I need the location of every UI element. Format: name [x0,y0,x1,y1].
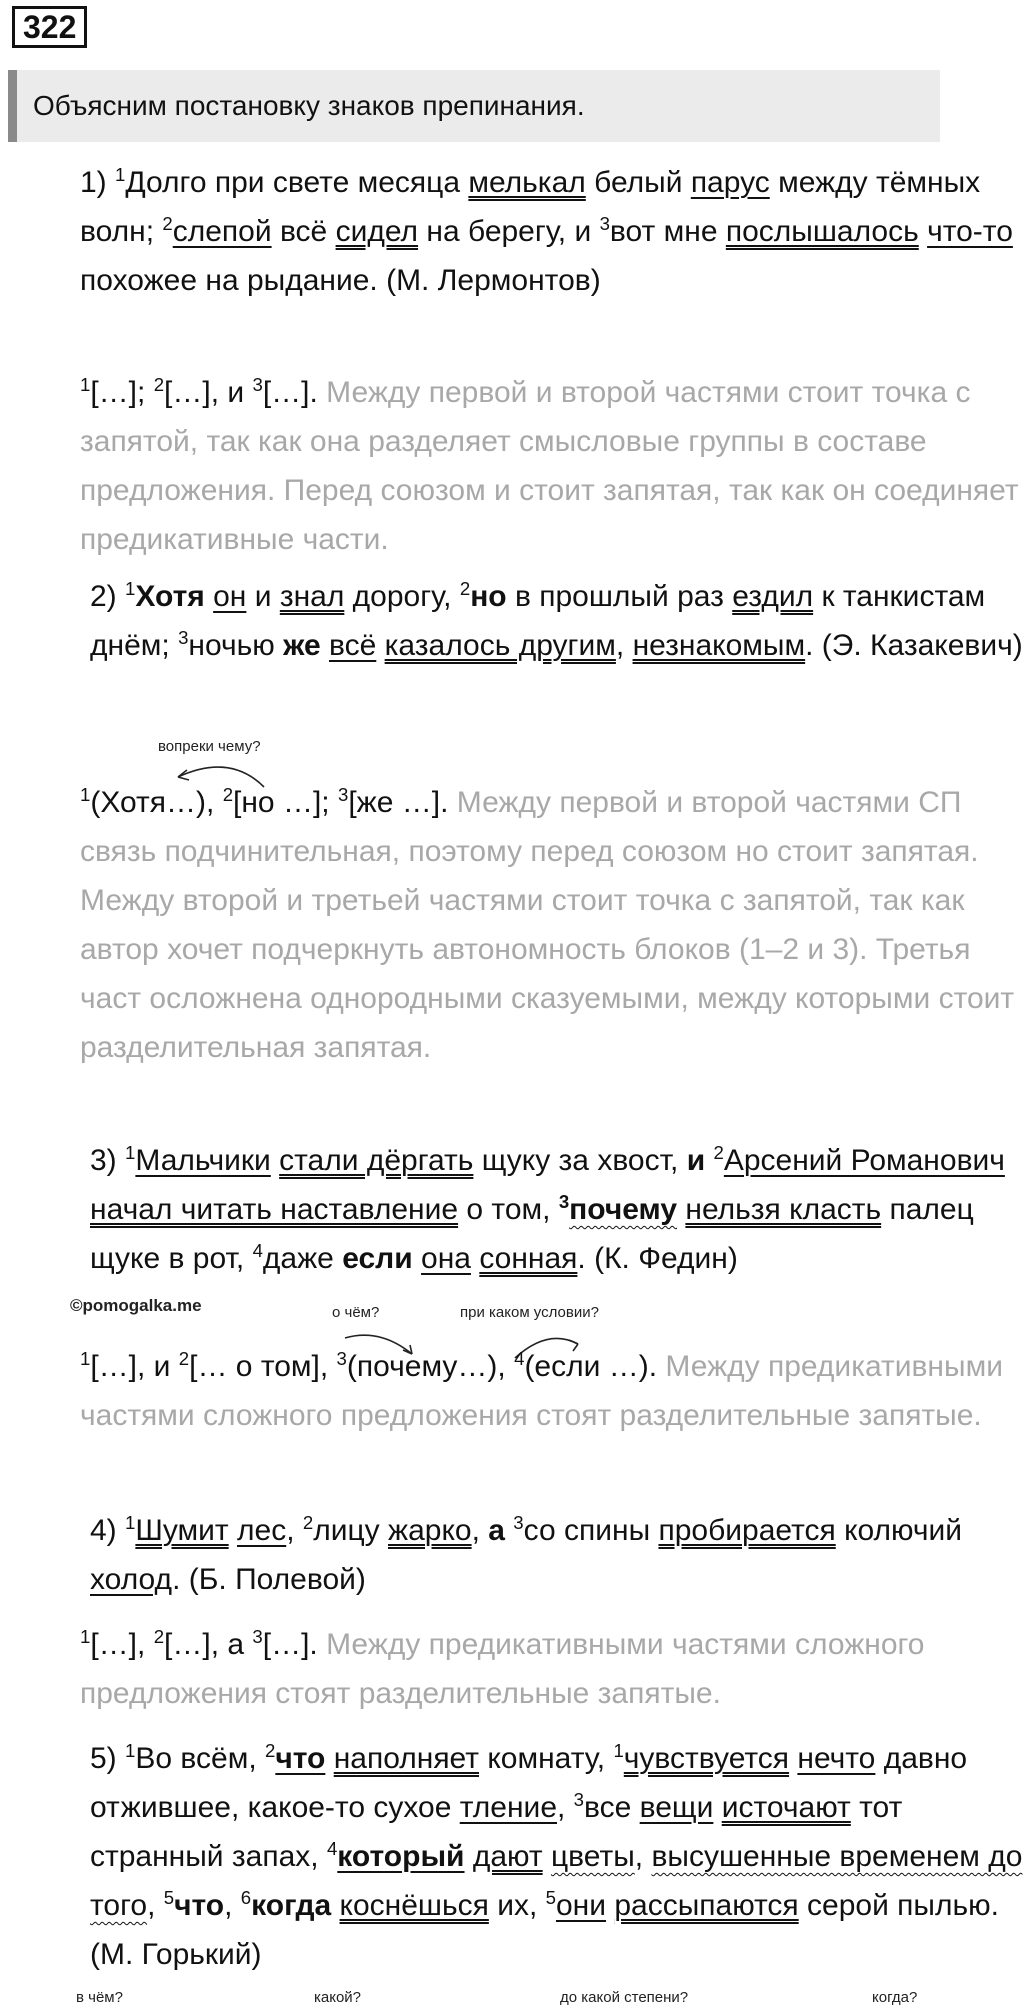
sentence-2: 2) $^1$Хотя он и знал дорогу, $^2$но в прошлый раз ездил к танкистам днём; $^3$ночью же всё казалось другим, незнакомым. (Э. Казакевич) [90,578,1023,662]
question-label: какой? [314,1989,362,2006]
question-label: в чём? [76,1989,123,2006]
watermark: ©pomogalka.me [70,1296,202,1315]
question-label: до какой степени? [560,1989,689,2006]
sentence-4: 4) $^1$Шумит лес, $^2$лицу жарко, а $^3$со спины пробирается колючий холод. (Б. Полевой) [90,1512,963,1596]
question-label: при каком условии? [460,1304,599,1321]
scheme-4: $^1$[…], $^2$[…], а $^3$[…]. Между предикативными частями сложного предложения стоят разделительные запятые. [80,1626,925,1710]
question-label: вопреки чему? [158,738,261,755]
scheme-1: $^1$[…]; $^2$[…], и $^3$[…]. Между первой и второй частями стоит точка с запятой, так как она разделяет смысловые группы в составе предложения. Перед союзом и стоит запятая, так как он соединяет предикативные части. [80,374,1019,556]
instruction-banner: Объясним постановку знаков препинания. [8,70,940,142]
sentence-5: 5) $^1$Во всём, $^2$что наполняет комнату, $^1$чувствуется нечто давно отжившее, какое-то сухое тление, $^3$все вещи источают тот странный запах, $^4$который дают цветы, высушенные временем до того, $^5$что, $^6$когда коснёшься их, $^5$они рассыпаются серой пылью. (М. Горький) [90,1740,1023,1971]
question-label: когда? [872,1989,918,2006]
sentence-1: 1) $^1$Долго при свете месяца мелькал белый парус между тёмных волн; $^2$слепой всё сидел на берегу, и $^3$вот мне послышалось что-то похожее на рыдание. (М. Лермонтов) [80,164,1013,297]
sentence-3: 3) $^1$Мальчики стали дёргать щуку за хвост, и $^2$Арсений Романович начал читать наставление о том, $^3$почему нельзя класть палец щуке в рот, $^4$даже если она сонная. (К. Федин) [90,1142,1005,1275]
scheme-3: $^1$[…], и $^2$[… о том], $^3$(почему…), $^4$(если …). Между предикативными частями сложного предложения стоят разделительные запятые. [80,1348,1003,1432]
exercise-number: 322 [12,6,87,48]
question-label: о чём? [332,1304,380,1321]
scheme-2: $^1$(Хотя…), $^2$[но …]; $^3$[же …]. Между первой и второй частями СП связь подчинительная, поэтому перед союзом но стоит запятая. Между второй и третьей частями стоит точка с запятой, так как автор хочет подчеркнуть автономность блоков (1–2 и 3). Третья част осложнена однородными сказуемыми, между которыми стоит разделительная запятая. [80,784,1015,1064]
